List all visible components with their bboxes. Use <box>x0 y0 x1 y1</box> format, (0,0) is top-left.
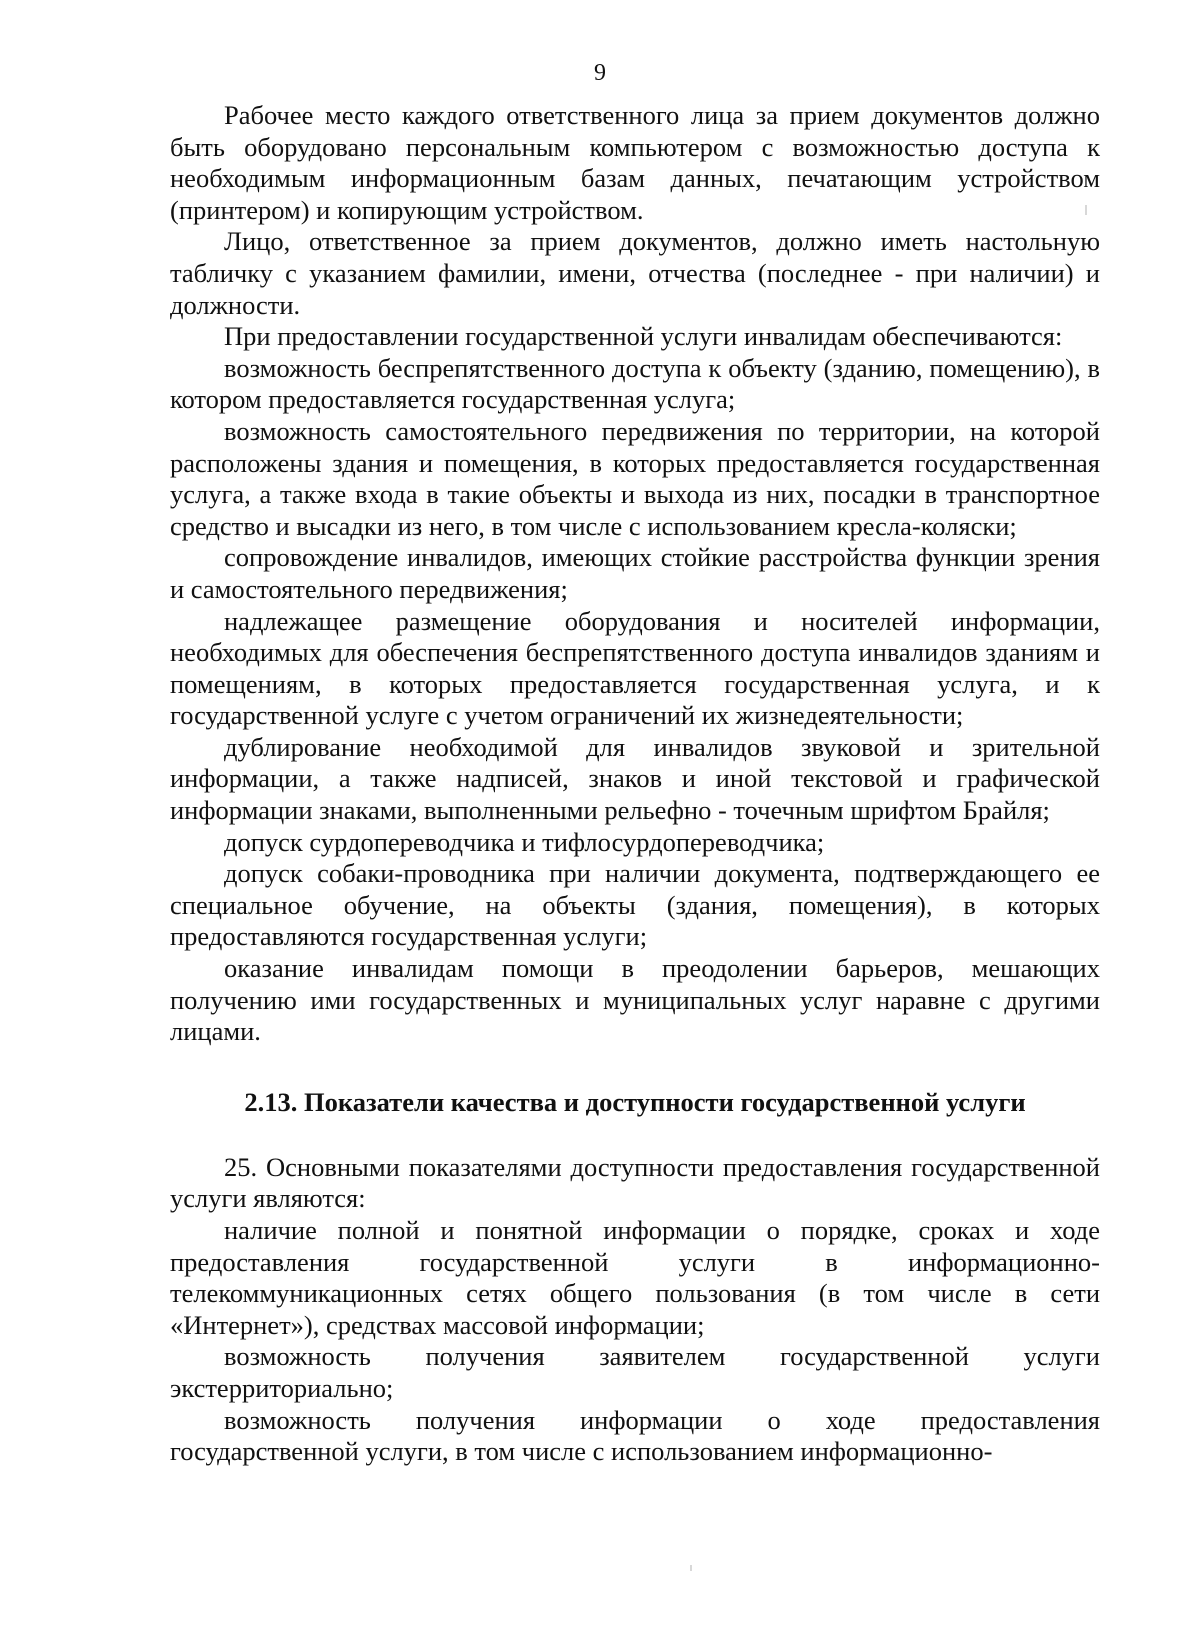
paragraph-sign-interpreter: допуск сурдопереводчика и тифлосурдопереводчика; <box>224 826 825 857</box>
paragraph-information-availability: наличие полной и понятной информации о порядке, сроках и ходе предоставления государственной услуги в информационно-телекоммуникационных сетях общего пользования (в том числе в сети «Интернет»), средствах массовой информации; <box>170 1215 1100 1340</box>
scan-artifact <box>1085 205 1087 215</box>
paragraph-braille-duplication: дублирование необходимой для инвалидов звуковой и зрительной информации, а также надписей, знаков и иной текстовой и графической информации знаками, выполненными рельефно - точечным шрифтом Брайля; <box>170 731 1100 826</box>
paragraph-barrier-assistance: оказание инвалидам помощи в преодолении барьеров, мешающих получению ими государственных и муниципальных услуг наравне с другими лицами. <box>170 953 1100 1047</box>
paragraph-accessibility-indicators: 25. Основными показателями доступности предоставления государственной услуги являются: <box>170 1151 1100 1214</box>
page-number: 9 <box>594 60 606 86</box>
paragraph-progress-information: возможность получения информации о ходе предоставления государственной услуги, в том числе с использованием информационно- <box>170 1404 1100 1467</box>
paragraph-guide-dog: допуск собаки-проводника при наличии документа, подтверждающего ее специальное обучение, на объекты (здания, помещения), в которых предоставляются государственная услуги; <box>170 858 1100 952</box>
paragraph-equipment-placement: надлежащее размещение оборудования и носителей информации, необходимых для обеспечения беспрепятственного доступа инвалидов зданиям и помещениям, в которых предоставляется государственная услуга, и к государственной услуге с учетом ограничений их жизнедеятельности; <box>170 605 1100 731</box>
paragraph-workplace-equipment: Рабочее место каждого ответственного лица за прием документов должно быть оборудовано персональным компьютером с возможностью доступа к необходимым информационным базам данных, печатающим устройством (принтером) и копирующим устройством. <box>170 100 1100 225</box>
paragraph-extraterritorial: возможность получения заявителем государственной услуги экстерриториально; <box>170 1341 1100 1403</box>
section-heading: 2.13. Показатели качества и доступности государственной услуги <box>244 1086 1026 1117</box>
paragraph-escort: сопровождение инвалидов, имеющих стойкие расстройства функции зрения и самостоятельного передвижения; <box>170 542 1100 604</box>
document-body <box>170 100 1100 1468</box>
scan-artifact <box>690 1565 692 1571</box>
paragraph-disabled-provisions-intro: При предоставлении государственной услуги инвалидам обеспечиваются: <box>224 321 1063 352</box>
paragraph-unobstructed-access: возможность беспрепятственного доступа к объекту (зданию, помещению), в котором предоставляется государственная услуга; <box>170 352 1100 415</box>
paragraph-independent-movement: возможность самостоятельного передвижения по территории, на которой расположены здания и помещения, в которых предоставляется государственная услуга, а также входа в такие объекты и выхода из них, посадки в транспортное средство и высадки из него, в том числе с использованием кресла-коляски; <box>170 415 1100 541</box>
paragraph-desk-nameplate: Лицо, ответственное за прием документов, должно иметь настольную табличку с указанием фамилии, имени, отчества (последнее - при наличии) и должности. <box>170 226 1100 320</box>
